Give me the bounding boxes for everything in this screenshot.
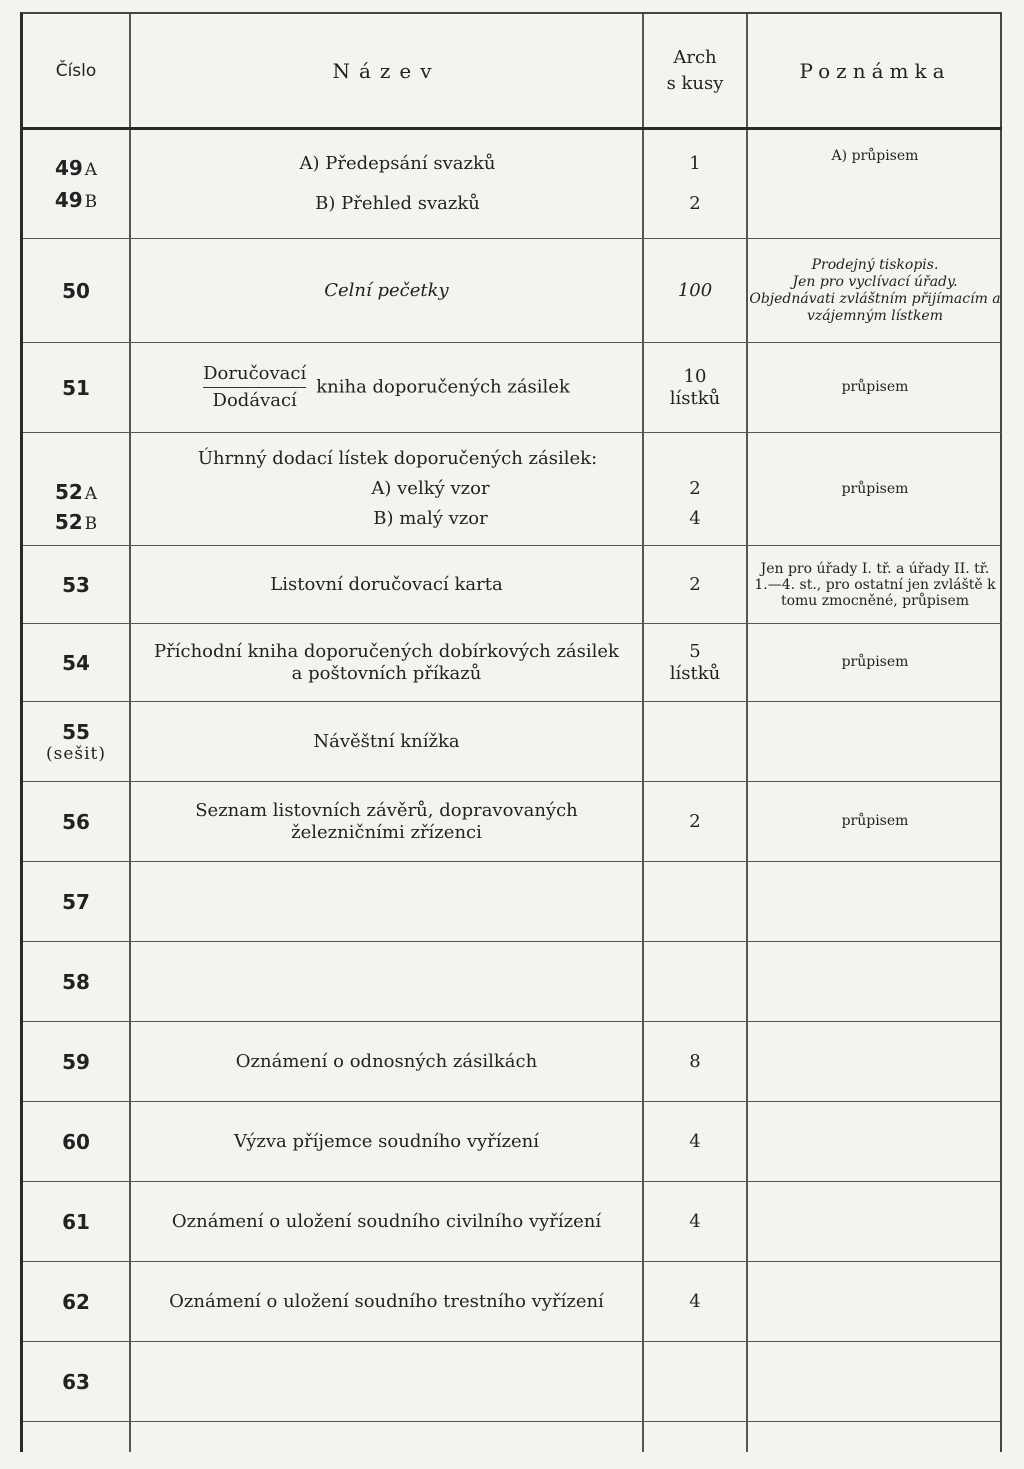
row-number: 59 <box>23 1022 130 1102</box>
row-arch-line: lístků <box>669 387 721 409</box>
row-number-subtitle: (sešit) <box>45 743 107 764</box>
row-note <box>747 942 1002 1022</box>
row-name: Návěštní knížka <box>130 702 643 782</box>
row-number-value: 55 <box>62 719 90 744</box>
header-arch <box>643 14 747 129</box>
row-arch <box>643 702 747 782</box>
row-arch-line: 4 <box>689 508 701 529</box>
row-number-value: 49 <box>54 156 83 180</box>
row-note <box>747 239 1002 343</box>
row-note <box>747 1422 1002 1452</box>
header-row <box>23 14 1002 129</box>
row-arch-line: 2 <box>689 478 701 499</box>
row-arch: 100 <box>643 239 747 343</box>
row-name: Oznámení o odnosných zásilkách <box>130 1022 643 1102</box>
table-row <box>23 129 1002 239</box>
row-number-suffix: A <box>84 484 98 504</box>
row-arch <box>643 942 747 1022</box>
table-row <box>23 624 1002 702</box>
table-row <box>23 1182 1002 1262</box>
row-number: 58 <box>23 942 130 1022</box>
row-arch: 4 <box>643 1262 747 1342</box>
row-arch: 4 <box>643 1102 747 1182</box>
row-number <box>23 433 130 546</box>
row-arch-line: 5 <box>689 640 701 662</box>
row-name <box>130 782 643 862</box>
row-name <box>130 343 643 433</box>
row-note <box>747 1342 1002 1422</box>
row-name-line: B) Přehled svazků <box>315 193 480 214</box>
row-name <box>130 942 643 1022</box>
row-note <box>747 1182 1002 1262</box>
row-note <box>747 1102 1002 1182</box>
row-name <box>130 624 643 702</box>
row-note: průpisem <box>747 624 1002 702</box>
row-name-text: kniha doporučených zásilek <box>316 376 570 398</box>
row-number <box>23 129 130 239</box>
header-number: Číslo <box>23 14 130 129</box>
table-row <box>23 343 1002 433</box>
row-note: průpisem <box>747 433 1002 546</box>
row-number <box>23 1422 130 1452</box>
row-name: Oznámení o uložení soudního civilního vyřízení <box>130 1182 643 1262</box>
row-number: 61 <box>23 1182 130 1262</box>
row-number-suffix: A <box>84 160 98 180</box>
header-arch-line1: Arch <box>673 46 717 68</box>
forms-table <box>23 14 1002 1452</box>
row-note-line: Objednávati zvláštním přijímacím a vzájemným lístkem <box>749 290 1001 324</box>
row-number: 50 <box>23 239 130 343</box>
row-arch: 2 <box>643 782 747 862</box>
row-arch-line: 10 <box>683 365 707 387</box>
row-note: průpisem <box>747 343 1002 433</box>
row-arch-line: 2 <box>689 193 701 214</box>
row-name <box>130 1342 643 1422</box>
row-number: 57 <box>23 862 130 942</box>
row-note <box>747 702 1002 782</box>
row-number: 56 <box>23 782 130 862</box>
table-row <box>23 1022 1002 1102</box>
row-number-value: 52 <box>54 510 83 534</box>
row-name: Výzva příjemce soudního vyřízení <box>130 1102 643 1182</box>
row-arch <box>643 343 747 433</box>
row-arch <box>643 624 747 702</box>
row-name <box>130 862 643 942</box>
table-row <box>23 862 1002 942</box>
row-number <box>23 702 130 782</box>
row-arch: 4 <box>643 1182 747 1262</box>
row-name-fraction <box>203 363 306 412</box>
row-arch <box>643 433 747 546</box>
row-name-line: a poštovních příkazů <box>291 662 482 684</box>
row-number: 51 <box>23 343 130 433</box>
row-number-suffix: B <box>84 192 98 212</box>
row-note-line: Prodejný tiskopis. <box>811 256 939 273</box>
row-note <box>747 862 1002 942</box>
header-note: Poznámka <box>747 14 1002 129</box>
row-name: Celní pečetky <box>130 239 643 343</box>
row-note <box>747 1262 1002 1342</box>
table-row-empty <box>23 1422 1002 1452</box>
row-name: Listovní doručovací karta <box>130 546 643 624</box>
table-row <box>23 433 1002 546</box>
row-note: A) průpisem <box>747 129 1002 239</box>
row-number: 62 <box>23 1262 130 1342</box>
row-name <box>130 1422 643 1452</box>
row-arch-line: 1 <box>689 153 701 174</box>
row-note: průpisem <box>747 782 1002 862</box>
row-number-value: 49 <box>54 188 83 212</box>
row-name: Oznámení o uložení soudního trestního vyřízení <box>130 1262 643 1342</box>
row-name <box>130 129 643 239</box>
row-note <box>747 1022 1002 1102</box>
row-name <box>130 433 643 546</box>
table-row <box>23 942 1002 1022</box>
row-name-fraction-top: Doručovací <box>203 363 306 388</box>
row-name-line: Úhrnný dodací lístek doporučených zásilek: <box>197 448 598 469</box>
row-note-line: Jen pro vyclívací úřady. <box>792 273 958 290</box>
row-arch <box>643 129 747 239</box>
row-arch <box>643 1342 747 1422</box>
row-name-fraction-bottom: Dodávací <box>212 390 297 411</box>
row-arch-line: lístků <box>669 662 721 684</box>
form-register-page <box>20 12 1002 1452</box>
row-name-line: B) malý vzor <box>373 508 488 529</box>
row-number-suffix: B <box>84 514 98 534</box>
table-row <box>23 1262 1002 1342</box>
table-row <box>23 782 1002 862</box>
row-name-line: Seznam listovních závěrů, dopravovaných <box>195 799 578 821</box>
row-note: Jen pro úřady I. tř. a úřady II. tř. 1.—4. st., pro ostatní jen zvláště k tomu zmocněné, průpisem <box>747 546 1002 624</box>
table-row <box>23 239 1002 343</box>
row-name-line: železničními zřízenci <box>291 821 482 843</box>
row-number: 60 <box>23 1102 130 1182</box>
row-arch <box>643 1422 747 1452</box>
row-arch: 2 <box>643 546 747 624</box>
row-name-line: A) Předepsání svazků <box>299 153 496 174</box>
row-arch: 8 <box>643 1022 747 1102</box>
table-row <box>23 702 1002 782</box>
row-number-value: 52 <box>54 480 83 504</box>
table-row <box>23 1102 1002 1182</box>
header-arch-line2: s kusy <box>666 72 724 94</box>
table-row <box>23 546 1002 624</box>
row-arch <box>643 862 747 942</box>
row-name-line: Příchodní kniha doporučených dobírkových zásilek <box>154 640 619 662</box>
row-number: 53 <box>23 546 130 624</box>
row-number: 63 <box>23 1342 130 1422</box>
row-name-line: A) velký vzor <box>371 478 490 499</box>
header-name: Název <box>130 14 643 129</box>
row-number: 54 <box>23 624 130 702</box>
table-row <box>23 1342 1002 1422</box>
